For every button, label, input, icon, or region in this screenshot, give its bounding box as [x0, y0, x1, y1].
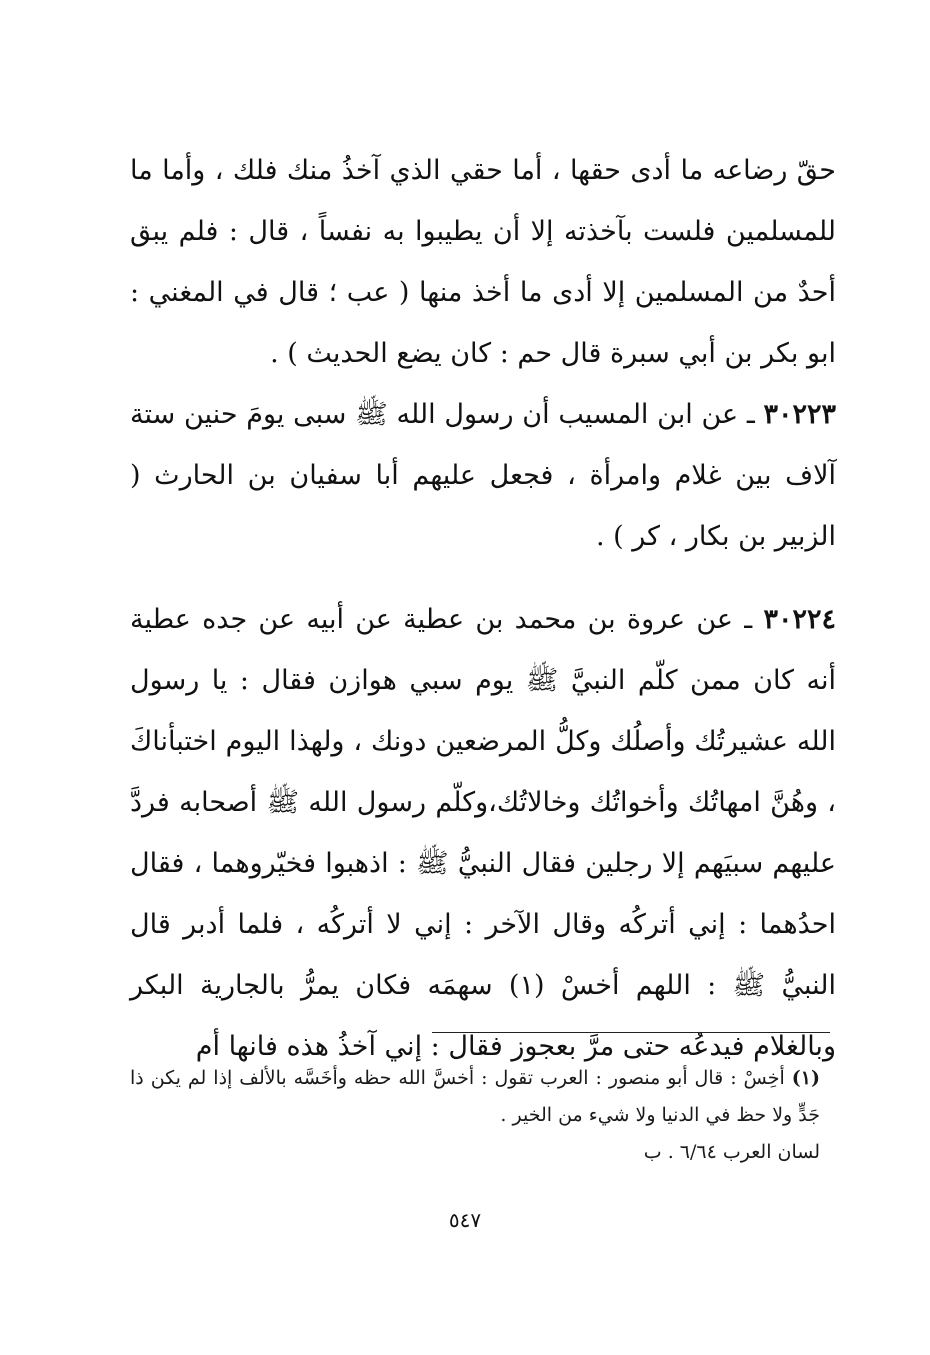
main-text-block [130, 140, 836, 1077]
paragraph-text: حقّ رضاعه ما أدى حقها ، أما حقي الذي آخذُ منك فلك ، وأما ما للمسلمين فلست بآخذته إلا أن يطيبوا به نفساً ، قال : فلم يبق أحدٌ من المسلمين إلا أدى ما أخذ منها ( عب ؛ قال في المغني : ابو بكر بن أبي سبرة قال حم : كان يضع الحديث ) . [130, 155, 836, 369]
footnote-line: أخِسْ : قال أبو منصور : العرب تقول : أخسَّ الله حظه وأخَسَّه بالألف إذا لم يكن ذا جَدٍّ ولا حظ في الدنيا ولا شيء من الخير . [130, 1067, 820, 1126]
hadith-text: ـ عن ابن المسيب أن رسول الله ﷺ سبى يومَ حنين ستة آلاف بين غلام وامرأة ، فجعل عليهم أبا سفيان بن الحارث ( الزبير بن بكار ، كر ) . [130, 399, 836, 552]
footnote-source [130, 1134, 820, 1171]
hadith-text: ـ عن عروة بن محمد بن عطية عن أبيه عن جده عطية أنه كان ممن كلّم النبيَّ ﷺ يوم سبي هوازن فقال : يا رسول الله عشيرتُك وأصلُك وكلُّ المرضعين دونك ، ولهذا اليوم اختبأناكَ ، وهُنَّ امهاتُك وأخواتُك وخالاتُك،وكلّم رسول الله ﷺ أصحابه فردَّ عليهم سبيَهم إلا رجلين فقال النبيُّ ﷺ : اذهبوا فخيّروهما ، فقال احدُهما : إني أتركُه وقال الآخر : إني لا أتركُه ، فلما أدبر قال النبيُّ ﷺ : اللهم أخسْ (١) سهمَه فكان يمرُّ بالجارية البكر وبالغلام فيدعُه حتى مرَّ بعجوز فقال : إني آخذُ هذه فانها أم [130, 604, 836, 1062]
hadith-number: ٣٠٢٢٤ [763, 604, 836, 635]
footnote-line: لسان العرب ٦/٦٤ . ب [643, 1141, 820, 1163]
footnote-body [130, 1060, 820, 1134]
hadith-30224 [130, 589, 836, 1077]
hadith-number: ٣٠٢٢٣ [763, 399, 836, 430]
hadith-30223 [130, 384, 836, 567]
paragraph-continuation [130, 140, 836, 384]
footnote-divider [432, 1032, 830, 1033]
footnote [130, 1060, 820, 1171]
page-number: ٥٤٧ [448, 1208, 482, 1232]
footnote-marker: (١) [791, 1067, 820, 1089]
